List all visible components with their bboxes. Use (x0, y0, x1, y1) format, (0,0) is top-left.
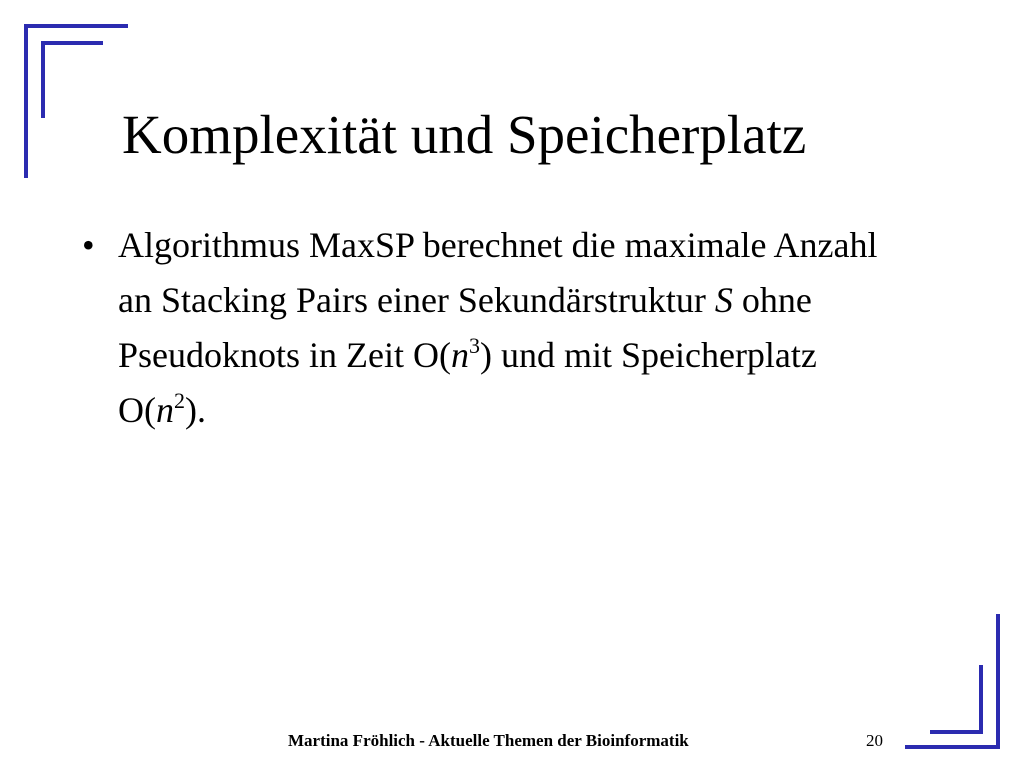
corner-frame-bottom-right-inner-vertical (979, 665, 983, 734)
bullet-text (118, 225, 878, 430)
bullet-text-part: ohne Pseudoknots in Zeit O( (118, 280, 812, 375)
corner-frame-top-left-outer-vertical (24, 24, 28, 178)
page-number: 20 (866, 731, 883, 750)
corner-frame-top-left-inner-vertical (41, 41, 45, 118)
bullet-text-part: ) und mit Speicherplatz O( (118, 335, 817, 430)
corner-frame-top-left-inner-horizontal (41, 41, 103, 45)
bullet-marker: • (82, 225, 95, 265)
bullet-text-part: ). (185, 390, 206, 430)
footer-text: Martina Fröhlich - Aktuelle Themen der Bioinformatik (288, 731, 689, 750)
time-complexity-exponent: 3 (468, 333, 480, 358)
bullet-item (78, 218, 908, 438)
bullet-text-part: Algorithmus MaxSP berechnet die maximale Anzahl an Stacking Pairs einer Sekundärstruktur (118, 225, 878, 320)
slide-title: Komplexität und Speicherplatz (122, 104, 807, 165)
corner-frame-bottom-right-inner-horizontal (930, 730, 983, 734)
corner-frame-bottom-right-outer-vertical (996, 614, 1000, 749)
time-complexity-variable: n (450, 335, 469, 375)
structure-symbol: S (714, 280, 733, 320)
corner-frame-top-left-outer-horizontal (24, 24, 128, 28)
corner-frame-bottom-right-outer-horizontal (905, 745, 1000, 749)
space-complexity-variable: n (156, 390, 174, 430)
bullet-list (78, 218, 908, 438)
space-complexity-exponent: 2 (174, 388, 185, 413)
